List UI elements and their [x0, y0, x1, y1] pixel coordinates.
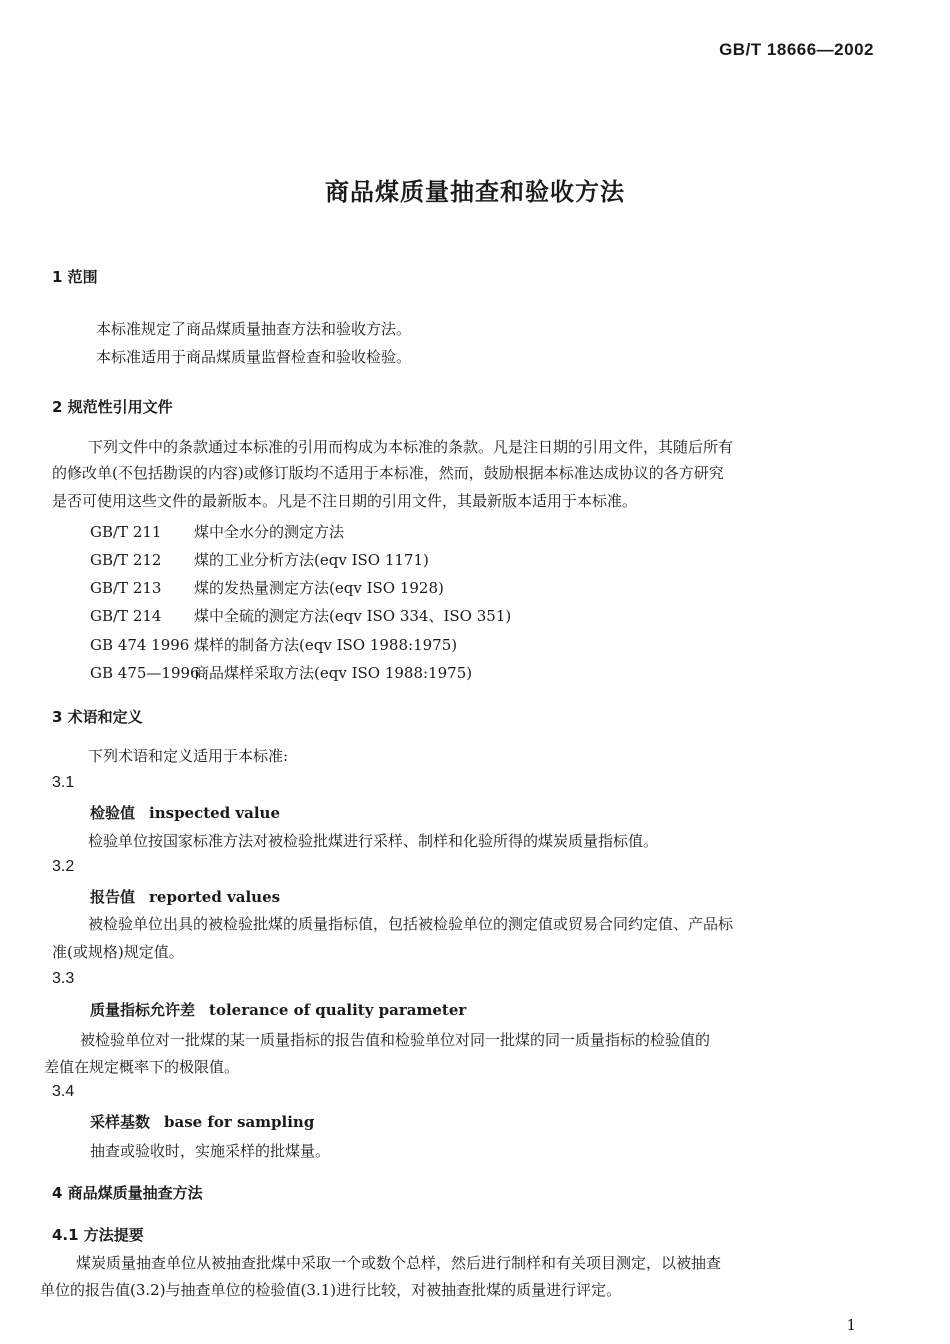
term-cn: 质量指标允许差: [90, 1001, 196, 1019]
reference-code: GB 475—1996: [90, 664, 200, 682]
section-4-1-heading: 4.1 方法提要: [52, 1226, 144, 1244]
term-definition-continued: 差值在规定概率下的极限值。: [44, 1058, 240, 1076]
term-number: 3.2: [52, 858, 75, 875]
term-name: [90, 886, 280, 907]
reference-item: [90, 521, 344, 542]
term-name: [90, 802, 280, 823]
section-4-1-line-1: 煤炭质量抽查单位从被抽查批煤中采取一个或数个总样，然后进行制样和有关项目测定，以被抽查: [76, 1254, 722, 1272]
reference-code: GB/T 212: [90, 551, 162, 569]
reference-title: 煤的工业分析方法(eqv ISO 1171): [194, 551, 429, 569]
term-en: tolerance of quality parameter: [209, 1001, 467, 1019]
section-4-heading: 4 商品煤质量抽查方法: [52, 1184, 203, 1202]
section-2-heading: 2 规范性引用文件: [52, 398, 173, 416]
term-cn: 检验值: [90, 804, 136, 822]
term-en: reported values: [149, 888, 281, 906]
reference-code: GB 474 1996: [90, 636, 190, 654]
term-definition: 抽查或验收时，实施采样的批煤量。: [90, 1142, 331, 1160]
reference-code: GB/T 213: [90, 579, 162, 597]
term-number: 3.1: [52, 774, 75, 791]
section-2-intro-line-3: 是否可使用这些文件的最新版本。凡是不注日期的引用文件，其最新版本适用于本标准。: [52, 492, 638, 510]
reference-title: 煤的发热量测定方法(eqv ISO 1928): [194, 579, 444, 597]
reference-code: GB/T 211: [90, 523, 162, 541]
reference-item: [90, 634, 457, 655]
reference-item: [90, 549, 429, 570]
section-3-heading: 3 术语和定义: [52, 708, 143, 726]
section-2-intro-line-1: 下列文件中的条款通过本标准的引用而构成为本标准的条款。凡是注日期的引用文件，其随后所有: [88, 438, 734, 456]
section-1-paragraph-2: 本标准适用于商品煤质量监督检查和验收检验。: [96, 348, 412, 366]
term-cn: 采样基数: [90, 1113, 151, 1131]
section-2-intro-line-2: 的修改单(不包括勘误的内容)或修订版均不适用于本标准，然而，鼓励根据本标准达成协议的各方研究: [52, 464, 724, 482]
term-definition: 检验单位按国家标准方法对被检验批煤进行采样、制样和化验所得的煤炭质量指标值。: [88, 832, 659, 850]
term-number: 3.4: [52, 1083, 75, 1100]
reference-code: GB/T 214: [90, 607, 162, 625]
section-1-heading: 1 范围: [52, 268, 98, 286]
reference-item: [90, 577, 444, 598]
document-title: 商品煤质量抽查和验收方法: [325, 178, 625, 206]
term-definition: 被检验单位出具的被检验批煤的质量指标值，包括被检验单位的测定值或贸易合同约定值、产品标: [88, 915, 734, 933]
term-cn: 报告值: [90, 888, 136, 906]
term-definition: 被检验单位对一批煤的某一质量指标的报告值和检验单位对同一批煤的同一质量指标的检验值的: [80, 1031, 711, 1049]
reference-title: 煤中全硫的测定方法(eqv ISO 334、ISO 351): [194, 607, 512, 625]
term-en: base for sampling: [164, 1113, 315, 1131]
term-name: [90, 999, 466, 1020]
reference-title: 商品煤样采取方法(eqv ISO 1988:1975): [194, 664, 473, 682]
reference-title: 煤中全水分的测定方法: [194, 523, 345, 541]
reference-title: 煤样的制备方法(eqv ISO 1988:1975): [194, 636, 458, 654]
term-name: [90, 1111, 314, 1132]
section-3-intro: 下列术语和定义适用于本标准:: [88, 747, 289, 765]
reference-item: [90, 605, 511, 626]
reference-item: [90, 662, 472, 683]
term-en: inspected value: [149, 804, 280, 822]
standard-code: GB/T 18666—2002: [719, 40, 874, 59]
section-1-paragraph-1: 本标准规定了商品煤质量抽查方法和验收方法。: [96, 320, 412, 338]
term-definition-continued: 准(或规格)规定值。: [52, 943, 184, 961]
term-number: 3.3: [52, 970, 75, 987]
page-number: 1: [846, 1316, 856, 1334]
section-4-1-line-2: 单位的报告值(3.2)与抽查单位的检验值(3.1)进行比较，对被抽查批煤的质量进行评定。: [40, 1281, 622, 1299]
